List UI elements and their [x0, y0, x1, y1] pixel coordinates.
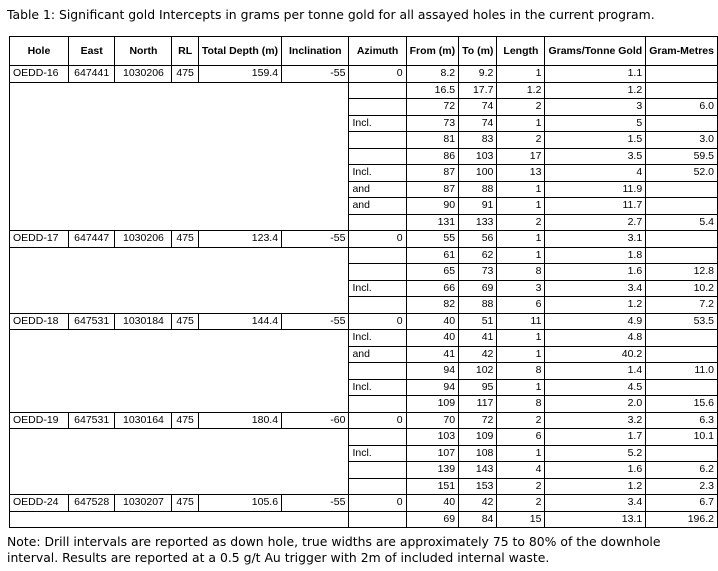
table-cell: 2 [497, 495, 545, 512]
table-cell: OEDD-17 [10, 231, 69, 248]
table-cell: 1 [497, 66, 545, 83]
table-cell: 4 [497, 462, 545, 479]
column-header: To (m) [459, 37, 497, 66]
table-cell: 3 [545, 99, 646, 116]
table-cell: 72 [459, 412, 497, 429]
table-cell: 475 [172, 495, 198, 512]
table-cell: 1 [497, 379, 545, 396]
table-row [10, 82, 718, 99]
table-cell: 1.2 [545, 297, 646, 314]
table-cell: 40 [406, 313, 459, 330]
table-cell: Incl. [349, 445, 406, 462]
table-caption: Table 1: Significant gold Intercepts in grams per tonne gold for all assayed holes in the current program. [7, 7, 655, 22]
table-note: Note: Drill intervals are reported as down hole, true widths are approximately 75 to 80% of the downhole interval. Results are reported at a 0.5 g/t Au trigger with 2m of included internal waste. [7, 534, 661, 565]
table-cell: 109 [406, 396, 459, 413]
table-cell: 1030207 [115, 495, 172, 512]
table-cell: 107 [406, 445, 459, 462]
table-cell: 95 [459, 379, 497, 396]
table-cell: 6.3 [646, 412, 718, 429]
table-cell: 3.4 [545, 495, 646, 512]
table-cell: -55 [282, 495, 349, 512]
table-cell: and [349, 198, 406, 215]
table-cell: 123.4 [198, 231, 281, 248]
table-cell: 3.1 [545, 231, 646, 248]
table-cell: 11.9 [545, 181, 646, 198]
table-cell: 73 [459, 264, 497, 281]
table-cell: 69 [406, 511, 459, 528]
table-cell [646, 231, 718, 248]
table-cell: 6.2 [646, 462, 718, 479]
table-cell: 2 [497, 214, 545, 231]
table-cell: 0 [349, 412, 406, 429]
table-row [10, 313, 718, 330]
table-cell: OEDD-16 [10, 66, 69, 83]
table-cell: 2.7 [545, 214, 646, 231]
table-cell: 82 [406, 297, 459, 314]
table-cell: 53.5 [646, 313, 718, 330]
table-cell: 9.2 [459, 66, 497, 83]
table-cell: Incl. [349, 379, 406, 396]
table-cell: 15 [497, 511, 545, 528]
table-cell [646, 445, 718, 462]
table-cell: 90 [406, 198, 459, 215]
table-cell: 117 [459, 396, 497, 413]
table-cell: 8 [497, 264, 545, 281]
table-cell: 0 [349, 313, 406, 330]
table-cell: 1 [497, 198, 545, 215]
table-cell: 12.8 [646, 264, 718, 281]
table-cell: 10.2 [646, 280, 718, 297]
table-cell: 6 [497, 429, 545, 446]
table-cell [349, 363, 406, 380]
gold-intercepts-table [9, 36, 718, 528]
column-header: Gram-Metres [646, 37, 718, 66]
blank-cell [10, 429, 349, 495]
column-header: From (m) [406, 37, 459, 66]
table-cell: 3.4 [545, 280, 646, 297]
table-cell: and [349, 346, 406, 363]
table-cell: 6 [497, 297, 545, 314]
table-cell: 8.2 [406, 66, 459, 83]
column-header: Inclination [282, 37, 349, 66]
table-cell: 108 [459, 445, 497, 462]
table-cell: 74 [459, 99, 497, 116]
column-header: Azimuth [349, 37, 406, 66]
table-cell: 84 [459, 511, 497, 528]
table-cell: OEDD-24 [10, 495, 69, 512]
table-cell: 1 [497, 445, 545, 462]
table-cell: 40.2 [545, 346, 646, 363]
table-row [10, 247, 718, 264]
table-cell: 42 [459, 495, 497, 512]
table-cell: 1 [497, 330, 545, 347]
table-cell: 4 [545, 165, 646, 182]
table-cell: 17.7 [459, 82, 497, 99]
table-cell: OEDD-18 [10, 313, 69, 330]
table-cell: 11 [497, 313, 545, 330]
table-cell: 6.7 [646, 495, 718, 512]
table-cell: 1.6 [545, 462, 646, 479]
table-cell: Incl. [349, 280, 406, 297]
table-cell: 65 [406, 264, 459, 281]
table-cell: 1030206 [115, 66, 172, 83]
blank-cell [10, 247, 349, 313]
table-cell [349, 148, 406, 165]
table-cell: 180.4 [198, 412, 281, 429]
table-cell: 73 [406, 115, 459, 132]
table-cell: 61 [406, 247, 459, 264]
table-cell [349, 297, 406, 314]
table-row [10, 330, 718, 347]
table-cell [646, 379, 718, 396]
table-cell: 647531 [68, 313, 115, 330]
table-cell: 1 [497, 247, 545, 264]
table-cell: 72 [406, 99, 459, 116]
table-cell: 83 [459, 132, 497, 149]
table-cell: 1 [497, 231, 545, 248]
table-cell: 3.0 [646, 132, 718, 149]
table-cell: 1.5 [545, 132, 646, 149]
table-cell: 1.8 [545, 247, 646, 264]
table-cell [349, 396, 406, 413]
table-cell: 1.2 [545, 478, 646, 495]
table-cell: 2 [497, 132, 545, 149]
table-cell: and [349, 181, 406, 198]
table-cell: 5.2 [545, 445, 646, 462]
table-cell: 4.5 [545, 379, 646, 396]
table-cell: 102 [459, 363, 497, 380]
table-cell [646, 198, 718, 215]
table-cell: 1 [497, 115, 545, 132]
table-cell [349, 462, 406, 479]
table-cell: 1.2 [497, 82, 545, 99]
table-header-row [10, 37, 718, 66]
table-cell: 62 [459, 247, 497, 264]
table-cell: 40 [406, 495, 459, 512]
table-cell: 17 [497, 148, 545, 165]
table-cell: 0 [349, 495, 406, 512]
table-cell: 8 [497, 363, 545, 380]
table-cell: 51 [459, 313, 497, 330]
table-cell: 8 [497, 396, 545, 413]
table-cell: 11.7 [545, 198, 646, 215]
table-cell: 475 [172, 412, 198, 429]
table-cell: 2.3 [646, 478, 718, 495]
table-cell: -55 [282, 231, 349, 248]
table-cell: 16.5 [406, 82, 459, 99]
table-cell: 1.2 [545, 82, 646, 99]
column-header: Grams/Tonne Gold [545, 37, 646, 66]
table-cell [349, 82, 406, 99]
table-cell: 2 [497, 99, 545, 116]
table-cell: 647528 [68, 495, 115, 512]
table-cell [646, 115, 718, 132]
table-cell: 1.6 [545, 264, 646, 281]
table-cell: 196.2 [646, 511, 718, 528]
table-cell [646, 330, 718, 347]
blank-cell [10, 330, 349, 413]
table-cell: 153 [459, 478, 497, 495]
table-cell [646, 66, 718, 83]
table-cell [349, 132, 406, 149]
table-cell [349, 478, 406, 495]
table-cell: 0 [349, 66, 406, 83]
table-cell: 475 [172, 313, 198, 330]
table-cell: 109 [459, 429, 497, 446]
table-cell: 13.1 [545, 511, 646, 528]
column-header: Total Depth (m) [198, 37, 281, 66]
table-cell: 74 [459, 115, 497, 132]
table-cell: 56 [459, 231, 497, 248]
table-cell: Incl. [349, 165, 406, 182]
column-header: East [68, 37, 115, 66]
column-header: North [115, 37, 172, 66]
table-cell: 1030184 [115, 313, 172, 330]
blank-cell [10, 82, 349, 231]
table-cell: Incl. [349, 115, 406, 132]
table-cell: -60 [282, 412, 349, 429]
column-header: Length [497, 37, 545, 66]
table-row [10, 511, 718, 528]
table-cell: 1030164 [115, 412, 172, 429]
table-cell: 1 [497, 346, 545, 363]
table-cell: 2 [497, 478, 545, 495]
table-row [10, 429, 718, 446]
table-cell: 0 [349, 231, 406, 248]
table-cell: 647531 [68, 412, 115, 429]
table-cell: 88 [459, 181, 497, 198]
table-cell: 475 [172, 66, 198, 83]
table-cell [349, 247, 406, 264]
column-header: RL [172, 37, 198, 66]
table-cell: -55 [282, 313, 349, 330]
table-cell: 159.4 [198, 66, 281, 83]
table-cell: 2 [497, 412, 545, 429]
table-cell: 70 [406, 412, 459, 429]
table-cell: 3.2 [545, 412, 646, 429]
table-cell: 131 [406, 214, 459, 231]
table-cell: -55 [282, 66, 349, 83]
table-cell: 40 [406, 330, 459, 347]
table-cell: 81 [406, 132, 459, 149]
table-cell [349, 264, 406, 281]
table-cell: 10.1 [646, 429, 718, 446]
table-cell [646, 82, 718, 99]
table-cell: 87 [406, 165, 459, 182]
table-cell: 5 [545, 115, 646, 132]
table-cell: 3.5 [545, 148, 646, 165]
table-cell: 11.0 [646, 363, 718, 380]
table-cell: 1.1 [545, 66, 646, 83]
table-cell: 69 [459, 280, 497, 297]
table-cell: 2.0 [545, 396, 646, 413]
table-cell: 1 [497, 181, 545, 198]
table-cell: 66 [406, 280, 459, 297]
table-cell [349, 214, 406, 231]
table-cell: 55 [406, 231, 459, 248]
table-cell: 144.4 [198, 313, 281, 330]
table-cell: 88 [459, 297, 497, 314]
table-cell: 87 [406, 181, 459, 198]
table-cell: 4.9 [545, 313, 646, 330]
table-cell [349, 511, 406, 528]
table-cell: 7.2 [646, 297, 718, 314]
table-cell: 13 [497, 165, 545, 182]
table-cell: 5.4 [646, 214, 718, 231]
table-cell: Incl. [349, 330, 406, 347]
table-cell [646, 346, 718, 363]
table-cell: 42 [459, 346, 497, 363]
table-cell: 103 [459, 148, 497, 165]
table-cell: 139 [406, 462, 459, 479]
table-cell: 1.4 [545, 363, 646, 380]
blank-cell [10, 511, 349, 528]
table-cell: 94 [406, 379, 459, 396]
table-cell [646, 181, 718, 198]
table-cell: 647441 [68, 66, 115, 83]
table-cell: 133 [459, 214, 497, 231]
table-cell: 41 [459, 330, 497, 347]
table-cell: 143 [459, 462, 497, 479]
table-row [10, 66, 718, 83]
table-cell: 4.8 [545, 330, 646, 347]
table-cell [349, 99, 406, 116]
table-cell: 100 [459, 165, 497, 182]
table-cell: 3 [497, 280, 545, 297]
table-cell: 647447 [68, 231, 115, 248]
table-row [10, 412, 718, 429]
table-cell: 15.6 [646, 396, 718, 413]
table-cell [646, 247, 718, 264]
table-cell: 91 [459, 198, 497, 215]
table-cell: 475 [172, 231, 198, 248]
table-cell: 41 [406, 346, 459, 363]
table-cell: 86 [406, 148, 459, 165]
table-cell: 151 [406, 478, 459, 495]
table-cell: 52.0 [646, 165, 718, 182]
table-cell: 59.5 [646, 148, 718, 165]
table-cell: 103 [406, 429, 459, 446]
table-cell: 1030206 [115, 231, 172, 248]
column-header: Hole [10, 37, 69, 66]
table-cell: 1.7 [545, 429, 646, 446]
table-cell: 94 [406, 363, 459, 380]
table-cell: 6.0 [646, 99, 718, 116]
table-row [10, 495, 718, 512]
table-cell: OEDD-19 [10, 412, 69, 429]
table-row [10, 231, 718, 248]
table-cell: 105.6 [198, 495, 281, 512]
table-cell [349, 429, 406, 446]
